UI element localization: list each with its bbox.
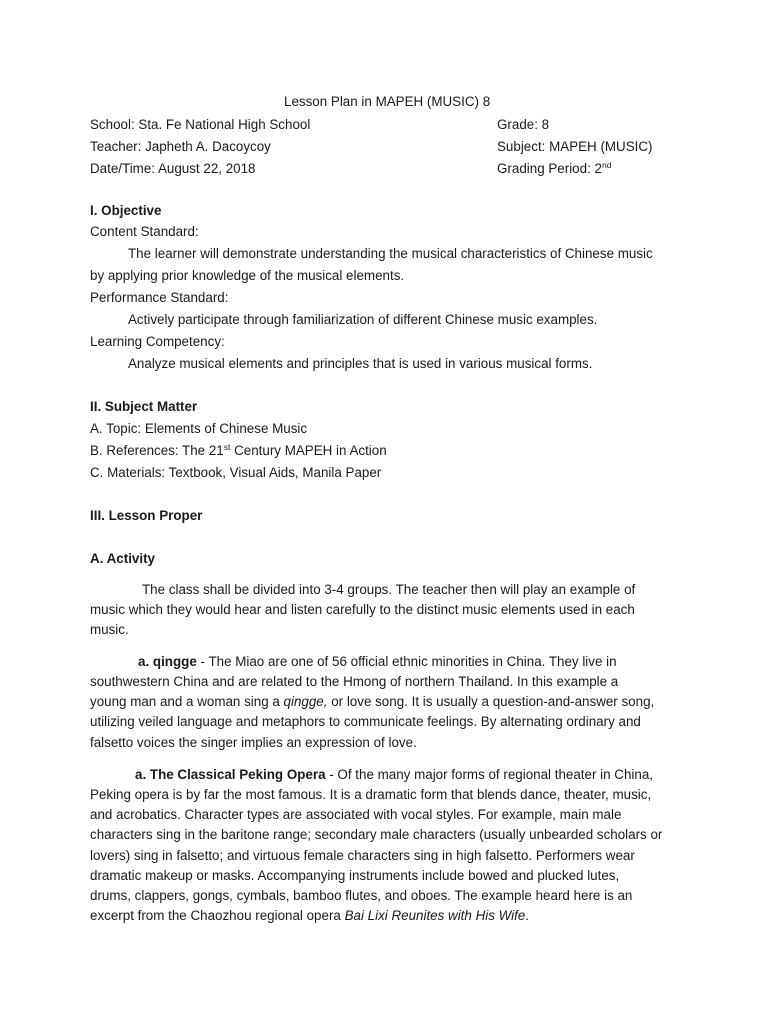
opera-title-italic: Bai Lixi Reunites with His Wife — [344, 908, 526, 923]
performance-standard-text: Actively participate through familiarization of different Chinese music examples. — [128, 312, 598, 327]
lesson-proper-heading: III. Lesson Proper — [90, 508, 203, 523]
peking-line7: drums, clappers, gongs, cymbals, bamboo flutes, and oboes. The example heard here is an — [90, 888, 633, 903]
activity-text-line2: music which they would hear and listen carefully to the distinct music elements used in each — [90, 602, 635, 617]
content-standard-text-line2: by applying prior knowledge of the musical elements. — [90, 268, 405, 283]
peking-line2: Peking opera is by far the most famous. It is a dramatic form that blends dance, theater, music, — [90, 787, 652, 802]
peking-line8-post: . — [525, 908, 530, 923]
qingge-line1 — [138, 653, 617, 671]
grade-field: Grade: 8 — [497, 117, 550, 132]
references-suffix: Century MAPEH in Action — [230, 443, 387, 458]
references-superscript: st — [223, 442, 231, 452]
subject-matter-heading: II. Subject Matter — [90, 399, 198, 414]
peking-line8 — [90, 907, 529, 925]
qingge-line2: southwestern China and are related to the Hmong of northern Thailand. In this example a — [90, 674, 619, 689]
learning-competency-label: Learning Competency: — [90, 334, 225, 349]
peking-text: - Of the many major forms of regional theater in China, — [325, 767, 654, 782]
peking-line8-pre: excerpt from the Chaozhou regional opera — [90, 908, 345, 923]
peking-line3: and acrobatics. Character types are associated with vocal styles. For example, main male — [90, 807, 622, 822]
qingge-line4: utilizing veiled language and metaphors to communicate feelings. By alternating ordinary and — [90, 714, 641, 729]
qingge-italic-term: qingge, — [283, 694, 328, 709]
activity-text-line1: The class shall be divided into 3-4 groups. The teacher then will play an example of — [142, 582, 636, 597]
document-title: Lesson Plan in MAPEH (MUSIC) 8 — [284, 94, 491, 109]
references-text: B. References: The 21 — [90, 443, 224, 458]
qingge-label: a. qingge — [138, 654, 197, 669]
content-standard-label: Content Standard: — [90, 224, 199, 239]
subject-field: Subject: MAPEH (MUSIC) — [497, 139, 653, 154]
peking-line1 — [135, 766, 653, 784]
references-line — [90, 442, 387, 460]
peking-line4: characters sing in the baritone range; secondary male characters (usually unbearded scholars or — [90, 827, 663, 842]
performance-standard-label: Performance Standard: — [90, 290, 229, 305]
qingge-line5: falsetto voices the singer implies an expression of love. — [90, 735, 417, 750]
objective-heading: I. Objective — [90, 203, 162, 218]
school-field: School: Sta. Fe National High School — [90, 117, 311, 132]
grading-period-text: Grading Period: 2 — [497, 161, 602, 176]
materials-line: C. Materials: Textbook, Visual Aids, Manila Paper — [90, 465, 382, 480]
datetime-field: Date/Time: August 22, 2018 — [90, 161, 256, 176]
grading-period-superscript: nd — [601, 160, 612, 170]
qingge-line3 — [90, 693, 654, 711]
qingge-text: - The Miao are one of 56 official ethnic minorities in China. They live in — [196, 654, 617, 669]
topic-line: A. Topic: Elements of Chinese Music — [90, 421, 308, 436]
grading-period-field — [497, 160, 611, 178]
qingge-line3-post: or love song. It is usually a question-and-answer song, — [327, 694, 655, 709]
peking-line6: dramatic makeup or masks. Accompanying instruments include bowed and plucked lutes, — [90, 868, 620, 883]
content-standard-text-line1: The learner will demonstrate understanding the musical characteristics of Chinese music — [128, 246, 653, 261]
qingge-line3-pre: young man and a woman sing a — [90, 694, 284, 709]
teacher-field: Teacher: Japheth A. Dacoycoy — [90, 139, 271, 154]
peking-label: a. The Classical Peking Opera — [135, 767, 326, 782]
activity-heading: A. Activity — [90, 551, 155, 566]
activity-text-line3: music. — [90, 622, 129, 637]
peking-line5: lovers) sing in falsetto; and virtuous female characters sing in high falsetto. Performers wear — [90, 848, 635, 863]
learning-competency-text: Analyze musical elements and principles that is used in various musical forms. — [128, 356, 593, 371]
